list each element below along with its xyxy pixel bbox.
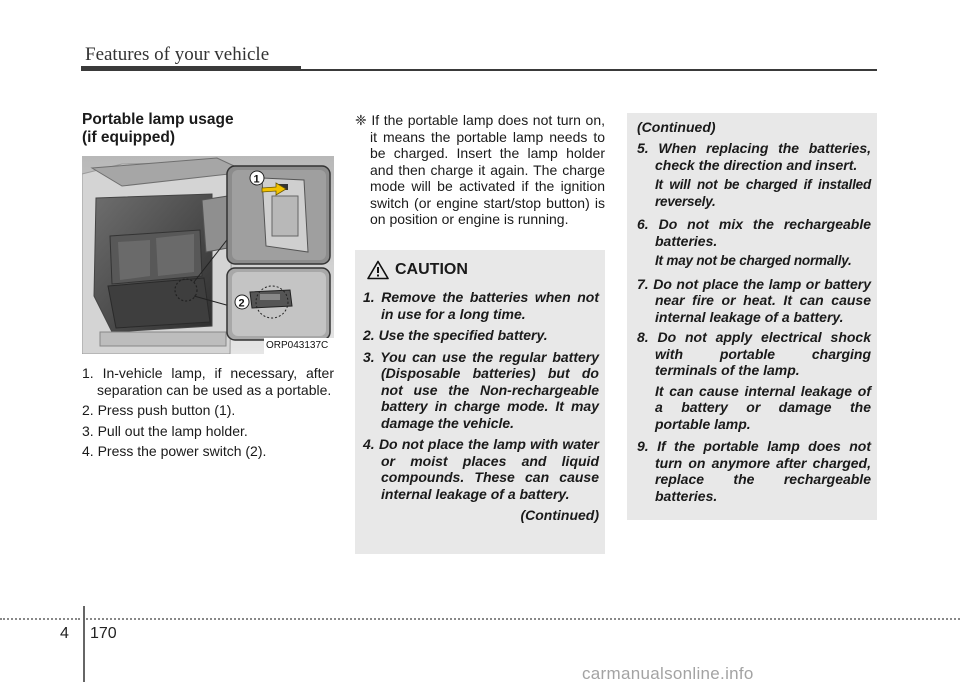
warning-triangle-icon: [367, 260, 389, 280]
caution-item-6-detail: It may not be charged normally.: [655, 253, 852, 268]
cargo-area-drawing: [82, 156, 334, 354]
page-number: 170: [90, 625, 117, 642]
charging-note: [355, 112, 605, 228]
step-item: 1. In-vehicle lamp, if necessary, after separation can be used as a portable.: [82, 365, 334, 398]
note-symbol: ❈: [355, 112, 367, 128]
caution-item-6: 6. Do not mix the rechargeable batteries.: [637, 216, 871, 249]
footer-dotted-rule-right: [86, 618, 960, 620]
continued-caution-box: [627, 113, 877, 520]
caution-item-9: 9. If the portable lamp does not turn on anymore after charged, replace the rechargeable batteries.: [637, 438, 871, 504]
caution-item-5: 5. When replacing the batteries, check the direction and insert.: [637, 140, 871, 173]
caution-item-8-detail: It can cause internal leakage of a battery or damage the portable lamp.: [655, 382, 871, 432]
caution-item-7: 7. Do not place the lamp or battery near fire or heat. It can cause internal leakage of a battery.: [637, 275, 871, 325]
caution-list: [363, 289, 599, 523]
caution-item: 3. You can use the regular battery (Disposable batteries) but do not use the Non-rechargeable battery in charge mode. It may damage the vehicle.: [363, 348, 599, 431]
caution-continued: (Continued): [520, 507, 599, 523]
footer-dotted-rule-left: [0, 618, 80, 620]
caution-item: 4. Do not place the lamp with water or moist places and liquid compounds. These can cause internal leakage of a battery.: [363, 436, 599, 502]
step-item: 3. Pull out the lamp holder.: [82, 422, 248, 439]
footer-divider: [83, 606, 85, 682]
portable-lamp-illustration: [82, 156, 334, 354]
step-item: 2. Press push button (1).: [82, 402, 236, 418]
callout-1: 1: [253, 173, 260, 186]
header-rule-thin: [81, 69, 877, 71]
page-header-title: Features of your vehicle: [85, 44, 270, 65]
caution-item: 2. Use the specified battery.: [363, 327, 548, 343]
caution-box: [355, 250, 605, 554]
caution-item: 1. Remove the batteries when not in use for a long time.: [363, 289, 599, 322]
caution-item-5-detail: It will not be charged if installed reversely.: [655, 177, 871, 209]
step-item: 4. Press the power switch (2).: [82, 443, 267, 459]
site-watermark: carmanualsonline.info: [582, 664, 754, 683]
continued-heading: (Continued): [637, 119, 716, 135]
callout-2: 2: [238, 297, 245, 310]
section-title-line1: Portable lamp usage: [82, 111, 234, 128]
instruction-steps: [82, 365, 334, 464]
note-text: If the portable lamp does not turn on, it means the portable lamp needs to be charged. Insert the lamp holder and then charge it again. The charge mode will be activated if the ignition switch (or engine start/stop button) is on position or engine is running.: [370, 112, 606, 227]
section-title-line2: (if equipped): [82, 129, 175, 146]
figure-code: ORP043137C: [266, 340, 329, 351]
chapter-number: 4: [60, 625, 69, 642]
caution-header: [367, 259, 599, 281]
caution-title: CAUTION: [395, 261, 468, 278]
section-title: [82, 111, 332, 147]
caution-item-8: 8. Do not apply electrical shock with portable charging terminals of the lamp.: [637, 329, 871, 378]
